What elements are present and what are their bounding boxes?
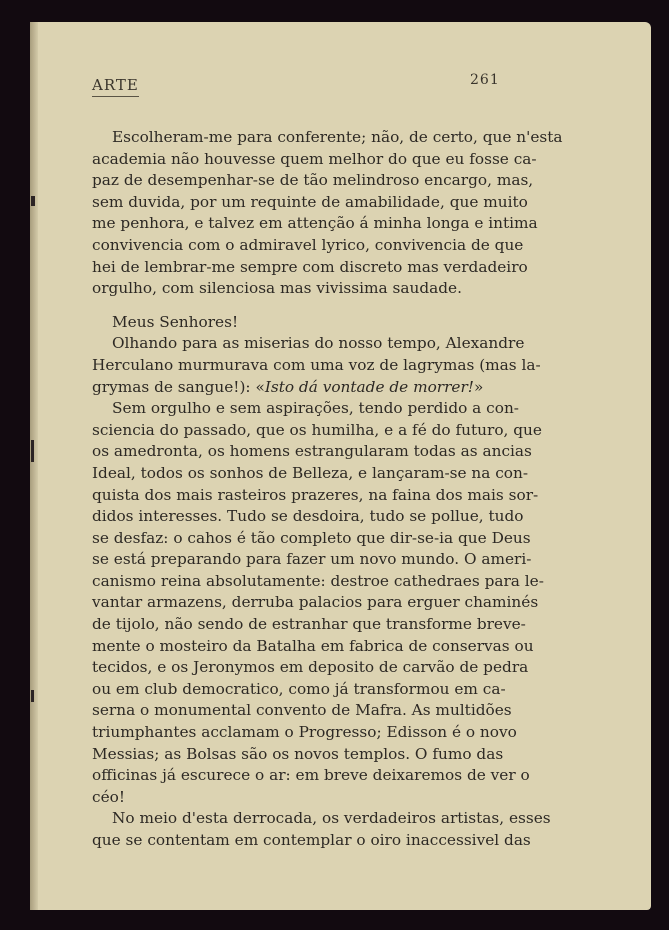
text-line: triumphantes acclamam o Progresso; Edisson é o novo: [92, 723, 517, 742]
text-line: Olhando para as miserias do nosso tempo, Alexandre: [112, 334, 525, 353]
text-line: Escolheram-me para conferente; não, de certo, que n'esta: [112, 128, 563, 146]
text-line: se está preparando para fazer um novo mundo. O ameri-: [92, 550, 532, 569]
text-line: canismo reina absolutamente: destroe cathedraes para le-: [92, 571, 544, 590]
text-line: mente o mosteiro da Batalha em fabrica de conservas ou: [92, 636, 534, 655]
text-line: serna o monumental convento de Mafra. As multidões: [92, 701, 512, 720]
text-line: orgulho, com silenciosa mas vivissima saudade.: [92, 279, 462, 298]
text-line: se desfaz: o cahos é tão completo que dir-se-ia que Deus: [92, 528, 531, 547]
binding-mark: [31, 196, 35, 206]
text-line: paz de desempenhar-se de tão melindroso encargo, mas,: [92, 171, 534, 190]
text-line: Ideal, todos os sonhos de Belleza, e lançaram-se na con-: [92, 463, 529, 482]
quote-lead: grymas de sangue!): «: [92, 377, 265, 396]
text-line: Messias; as Bolsas são os novos templos. O fumo das: [92, 744, 504, 763]
running-title: ARTE: [92, 76, 139, 97]
text-line: No meio d'esta derrocada, os verdadeiros artistas, esses: [112, 809, 551, 828]
text-line: céo!: [92, 787, 125, 806]
text-line: sem duvida, por um requinte de amabilidade, que muito: [92, 192, 528, 211]
text-line: ou em club democratico, como já transformou em ca-: [92, 679, 506, 698]
text-line: os amedronta, os homens estrangularam todas as ancias: [92, 442, 532, 461]
text-line: quista dos mais rasteiros prazeres, na faina dos mais sor-: [92, 485, 539, 504]
text-line: didos interesses. Tudo se desdoira, tudo se pollue, tudo: [92, 507, 524, 526]
text-line: tecidos, e os Jeronymos em deposito de carvão de pedra: [92, 658, 529, 677]
paragraph-gap: [92, 300, 496, 312]
text-line: me penhora, e talvez em attenção á minha longa e intima: [92, 214, 538, 233]
text-line: que se contentam em contemplar o oiro inaccessivel das: [92, 831, 531, 849]
text-line: convivencia com o admiravel lyrico, convivencia de que: [92, 235, 524, 254]
salutation: Meus Senhores!: [112, 312, 239, 331]
page-body: [92, 127, 563, 852]
text-line: Herculano murmurava com uma voz de lagrymas (mas la-: [92, 355, 541, 374]
text-line: sciencia do passado, que os humilha, e a fé do futuro, que: [92, 420, 542, 439]
page-number: 261: [470, 72, 500, 88]
herculano-quote: Isto dá vontade de morrer!: [264, 377, 474, 396]
quote-close: »: [473, 377, 484, 396]
text-line: officinas já escurece o ar: em breve deixaremos de ver o: [92, 766, 530, 785]
text-line: vantar armazens, derruba palacios para erguer chaminés: [92, 593, 539, 612]
text-line-quote: [92, 377, 496, 399]
page-gutter: [30, 22, 38, 910]
binding-mark: [31, 440, 34, 462]
binding-mark: [31, 690, 34, 702]
text-line: de tijolo, não sendo de estranhar que transforme breve-: [92, 615, 526, 634]
text-line: academia não houvesse quem melhor do que eu fosse ca-: [92, 149, 537, 168]
text-line: Sem orgulho e sem aspirações, tendo perdido a con-: [112, 399, 519, 418]
text-line: hei de lembrar-me sempre com discreto mas verdadeiro: [92, 257, 528, 276]
